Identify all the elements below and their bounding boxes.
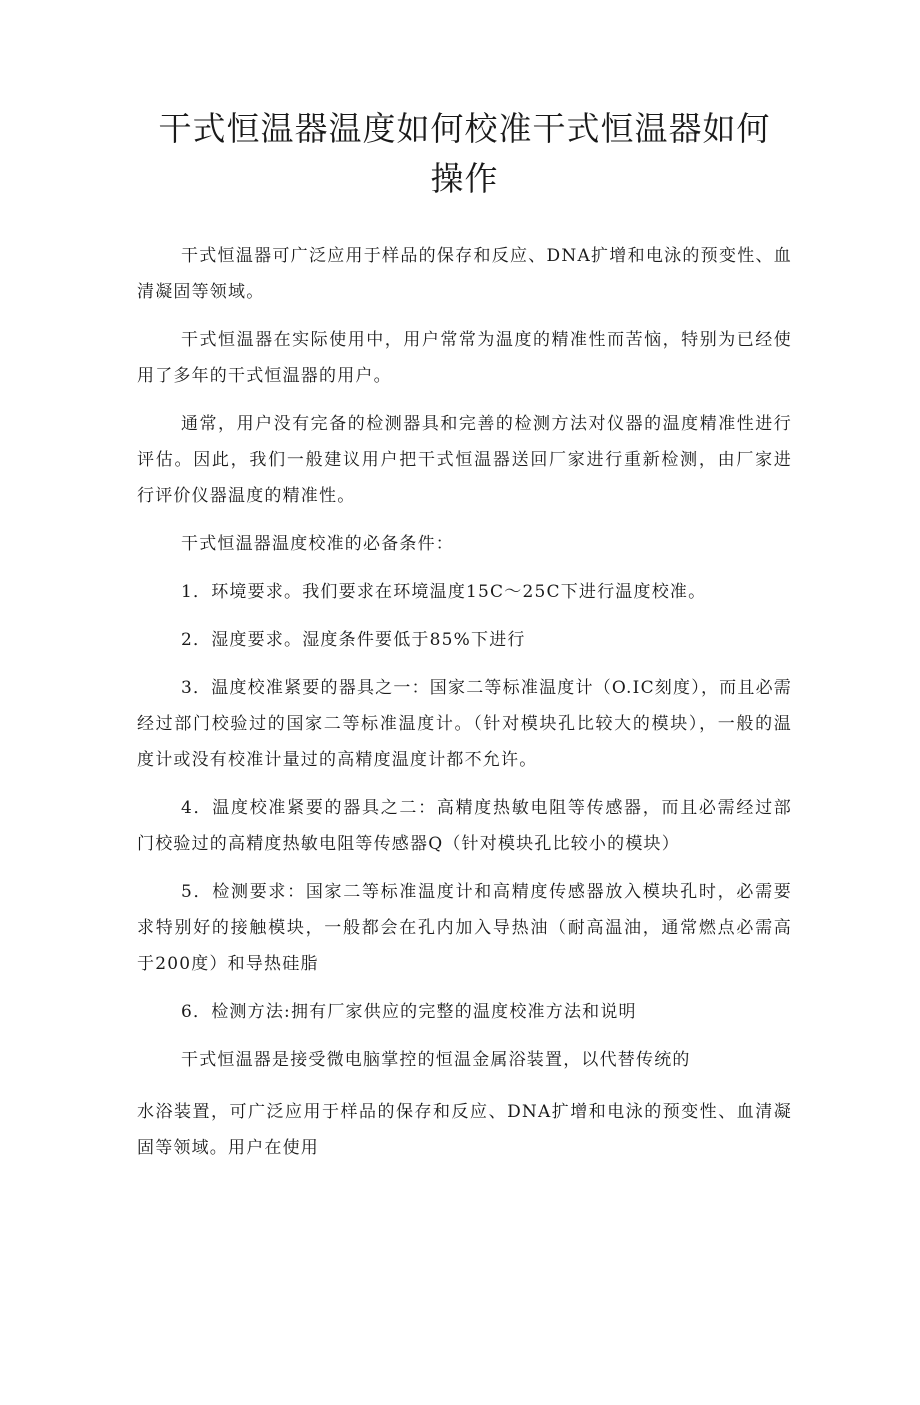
- paragraph-intro: 干式恒温器可广泛应用于样品的保存和反应、DNA扩增和电泳的预变性、血清凝固等领域。: [137, 246, 792, 302]
- list-item-humidity: 2．湿度要求。湿度条件要低于85%下进行: [181, 630, 526, 650]
- paragraph-conditions-heading: 干式恒温器温度校准的必备条件：: [181, 534, 454, 554]
- paragraph-continuation: 水浴装置，可广泛应用于样品的保存和反应、DNA扩增和电泳的预变性、血清凝固等领域。用户在使用: [137, 1102, 792, 1158]
- document-page: [0, 104, 920, 1405]
- list-item-detection-method: 6．检测方法:拥有厂家供应的完整的温度校准方法和说明: [181, 1002, 637, 1022]
- paragraph-problem: 干式恒温器在实际使用中，用户常常为温度的精准性而苦恼，特别为已经使用了多年的干式恒温器的用户。: [137, 330, 792, 386]
- paragraph-description: 干式恒温器是接受微电脑掌控的恒温金属浴装置，以代替传统的: [181, 1050, 691, 1070]
- list-item-sensor: 4．温度校准紧要的器具之二：高精度热敏电阻等传感器，而且必需经过部门校验过的高精度热敏电阻等传感器Q（针对模块孔比较小的模块）: [137, 798, 792, 854]
- list-item-thermometer: 3．温度校准紧要的器具之一：国家二等标准温度计（O.IC刻度），而且必需经过部门校验过的国家二等标准温度计。（针对模块孔比较大的模块），一般的温度计或没有校准计量过的高精度温度计都不允许。: [137, 678, 792, 770]
- paragraph-recommendation: 通常，用户没有完备的检测器具和完善的检测方法对仪器的温度精准性进行评估。因此，我们一般建议用户把干式恒温器送回厂家进行重新检测，由厂家进行评价仪器温度的精准性。: [137, 414, 792, 506]
- document-title: 干式恒温器温度如何校准干式恒温器如何操作: [158, 109, 771, 198]
- list-item-detection-requirement: 5．检测要求：国家二等标准温度计和高精度传感器放入模块孔时，必需要求特别好的接触模块，一般都会在孔内加入导热油（耐高温油，通常燃点必需高于200度）和导热硅脂: [137, 882, 792, 974]
- list-item-environment: 1．环境要求。我们要求在环境温度15C～25C下进行温度校准。: [181, 582, 707, 602]
